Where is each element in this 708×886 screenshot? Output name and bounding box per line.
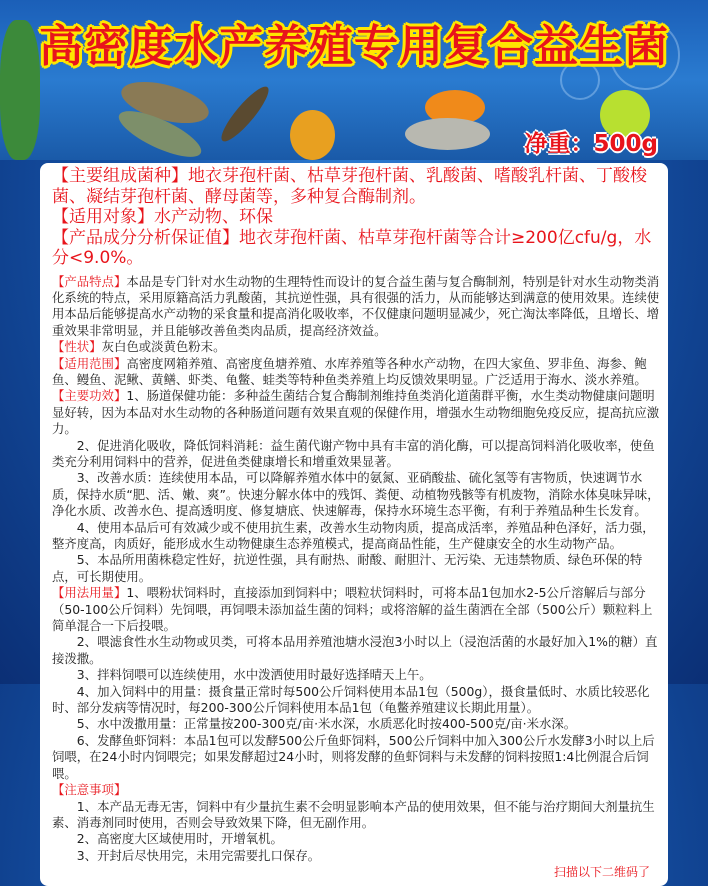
- target-label: 【适用对象】: [52, 207, 154, 227]
- usage-item: 5、水中泼撒用量：正常量按200-300克/亩·米水深，水质恶化时按400-500克/亩·米水深。: [76, 716, 577, 732]
- usage-label: 【用法用量】: [52, 585, 127, 601]
- target-text: 水产动物、环保: [154, 207, 273, 227]
- usage-item: 6、发酵鱼虾饲料：本品1包可以发酵500公斤鱼虾饲料，500公斤饲料中加入300公斤水发酵3小时以上后饲喂，在24小时内饲喂完；如果发酵超过24小时，则将发酵的鱼虾饲料与未发酵的饲料按照1:4比例混合后饲喂。: [52, 732, 655, 781]
- net-weight: 净重：500g: [524, 131, 658, 157]
- guarantee-line: [52, 228, 660, 269]
- highlight-block: [52, 166, 660, 269]
- notes-label: 【注意事项】: [52, 782, 127, 798]
- effects-item: 4、使用本品后可有效减少或不使用抗生素，改善水生动物肉质，提高成活率，养殖品种色泽好，活力强，整齐度高，肉质好，能形成水生动物健康生态养殖模式，提高商品性能，生产健康安全的水生动物产品。: [52, 519, 655, 551]
- usage-item: 4、加入饲料中的用量：摄食量正常时每500公斤饲料使用本品1包（500g），摄食量低时、水质比较恶化时、部分发病等情况时，每200-300公斤饲料使用本品1包（龟鳖养殖建议长期此用量）。: [52, 683, 650, 716]
- features-label: 【产品特点】: [52, 273, 127, 289]
- appearance-section: [52, 339, 660, 355]
- effects-item: 2、促进消化吸收，降低饲料消耗：益生菌代谢产物中具有丰富的消化酶，可以提高饲料消化吸收率，使鱼类充分利用饲料中的营养，促进鱼类健康增长和增重效果显著。: [52, 437, 655, 469]
- silver-fish-image: [405, 118, 490, 150]
- usage-item: 1、喂粉状饲料时，直接添加到饲料中；喂粒状饲料时，可将本品1包加水2-5公斤溶解后与部分（50-100公斤饲料）先饲喂，再饲喂未添加益生菌的饲料；或将溶解的益生菌洒在全部（500公斤）颗粒料上简单混合一下后投喂。: [52, 585, 653, 634]
- effects-item: 3、改善水质：连续使用本品，可以降解养殖水体中的氨氮、亚硝酸盐、硫化氢等有害物质，快速调节水质，保持水质“肥、活、嫩、爽”。快速分解水体中的残饵、粪便、动植物残骸等有机废物，消除水体臭味异味，净化水质、改善水色、提高透明度、修复塘底、快速解毒，保持水环境生态平衡，有利于养殖品种生长发育。: [52, 470, 660, 519]
- effects-item: 5、本品所用菌株稳定性好，抗逆性强，具有耐热、耐酸、耐胆汁、无污染、无违禁物质、绿色环保的特点，可长期使用。: [52, 552, 643, 584]
- features-text: 本品是专门针对水生动物的生理特性而设计的复合益生菌与复合酶制剂，特别是针对水生动物类消化系统的特点，采用原籍高活力乳酸菌，其抗逆性强，具有很强的活力，从而能够达到满意的使用效果。连续使用本品后能够提高水产动物的采食量和提高消化吸收率，不仅健康问题明显减少，死亡淘汰率降低，且增长、增重效果非常明显，并且能够改善鱼类肉品质，提高经济效益。: [52, 273, 660, 338]
- effects-section: [52, 388, 660, 437]
- features-section: [52, 274, 660, 340]
- usage-item: 2、喂滤食性水生动物或贝类，可将本品用养殖池塘水浸泡3小时以上（浸泡活菌的水最好加入1%的糖）直接泼撒。: [52, 634, 658, 666]
- effects-label: 【主要功效】: [52, 388, 127, 404]
- product-info-panel: [40, 163, 668, 886]
- product-banner: [0, 0, 708, 160]
- product-title: 高密度水产养殖专用复合益生菌: [39, 21, 669, 72]
- eel-image: [216, 81, 275, 146]
- details-block: [52, 274, 660, 881]
- usage-item: 3、拌料饲喂可以连续使用，水中泼洒使用时最好选择晴天上午。: [76, 667, 432, 683]
- qr-hint: 扫描以下二维码了: [553, 865, 650, 880]
- scope-text: 高密度网箱养殖、高密度鱼塘养殖、水库养殖等各种水产动物，在四大家鱼、罗非鱼、海参、鲍鱼、鳗鱼、泥鳅、黄鳝、虾类、龟鳖、蛙类等特种鱼类养殖上均反馈效果明显。广泛适用于海水、淡水养殖。: [52, 355, 647, 387]
- appearance-label: 【性状】: [52, 339, 102, 355]
- scope-label: 【适用范围】: [52, 355, 127, 371]
- scope-section: [52, 356, 660, 389]
- composition-line: [52, 166, 660, 207]
- guarantee-text: 地衣芽孢杆菌、枯草芽孢杆菌等合计≥200亿cfu/g，水分<9.0%。: [52, 227, 652, 268]
- effects-item: 1、肠道保健功能：多种益生菌结合复合酶制剂维持鱼类消化道菌群平衡，水生类动物健康问题明显好转，因为本品对水生动物的各种肠道问题有效果直观的保健作用，增强水生动物细胞免疫反应，提高抗应激力。: [52, 388, 660, 437]
- guarantee-label: 【产品成分分析保证值】: [52, 227, 239, 248]
- notes-item: 2、高密度大区域使用时，开增氧机。: [76, 831, 283, 847]
- notes-item: 1、本产品无毒无害，饲料中有少量抗生素不会明显影响本产品的使用效果，但不能与治疗期间大剂量抗生素、消毒剂同时使用，否则会导致效果下降，但无副作用。: [52, 798, 655, 830]
- appearance-text: 灰白色或淡黄色粉末。: [101, 339, 226, 355]
- target-line: [52, 207, 660, 228]
- usage-section: [52, 585, 660, 634]
- composition-label: 【主要组成菌种】: [52, 166, 188, 186]
- discus-fish-image: [290, 110, 335, 160]
- notes-item: 3、开封后尽快用完，未用完需要扎口保存。: [76, 847, 321, 863]
- composition-text: 地衣芽孢杆菌、枯草芽孢杆菌、乳酸菌、嗜酸乳杆菌、丁酸梭菌、凝结芽孢杆菌、酵母菌等，多种复合酶制剂。: [52, 166, 647, 207]
